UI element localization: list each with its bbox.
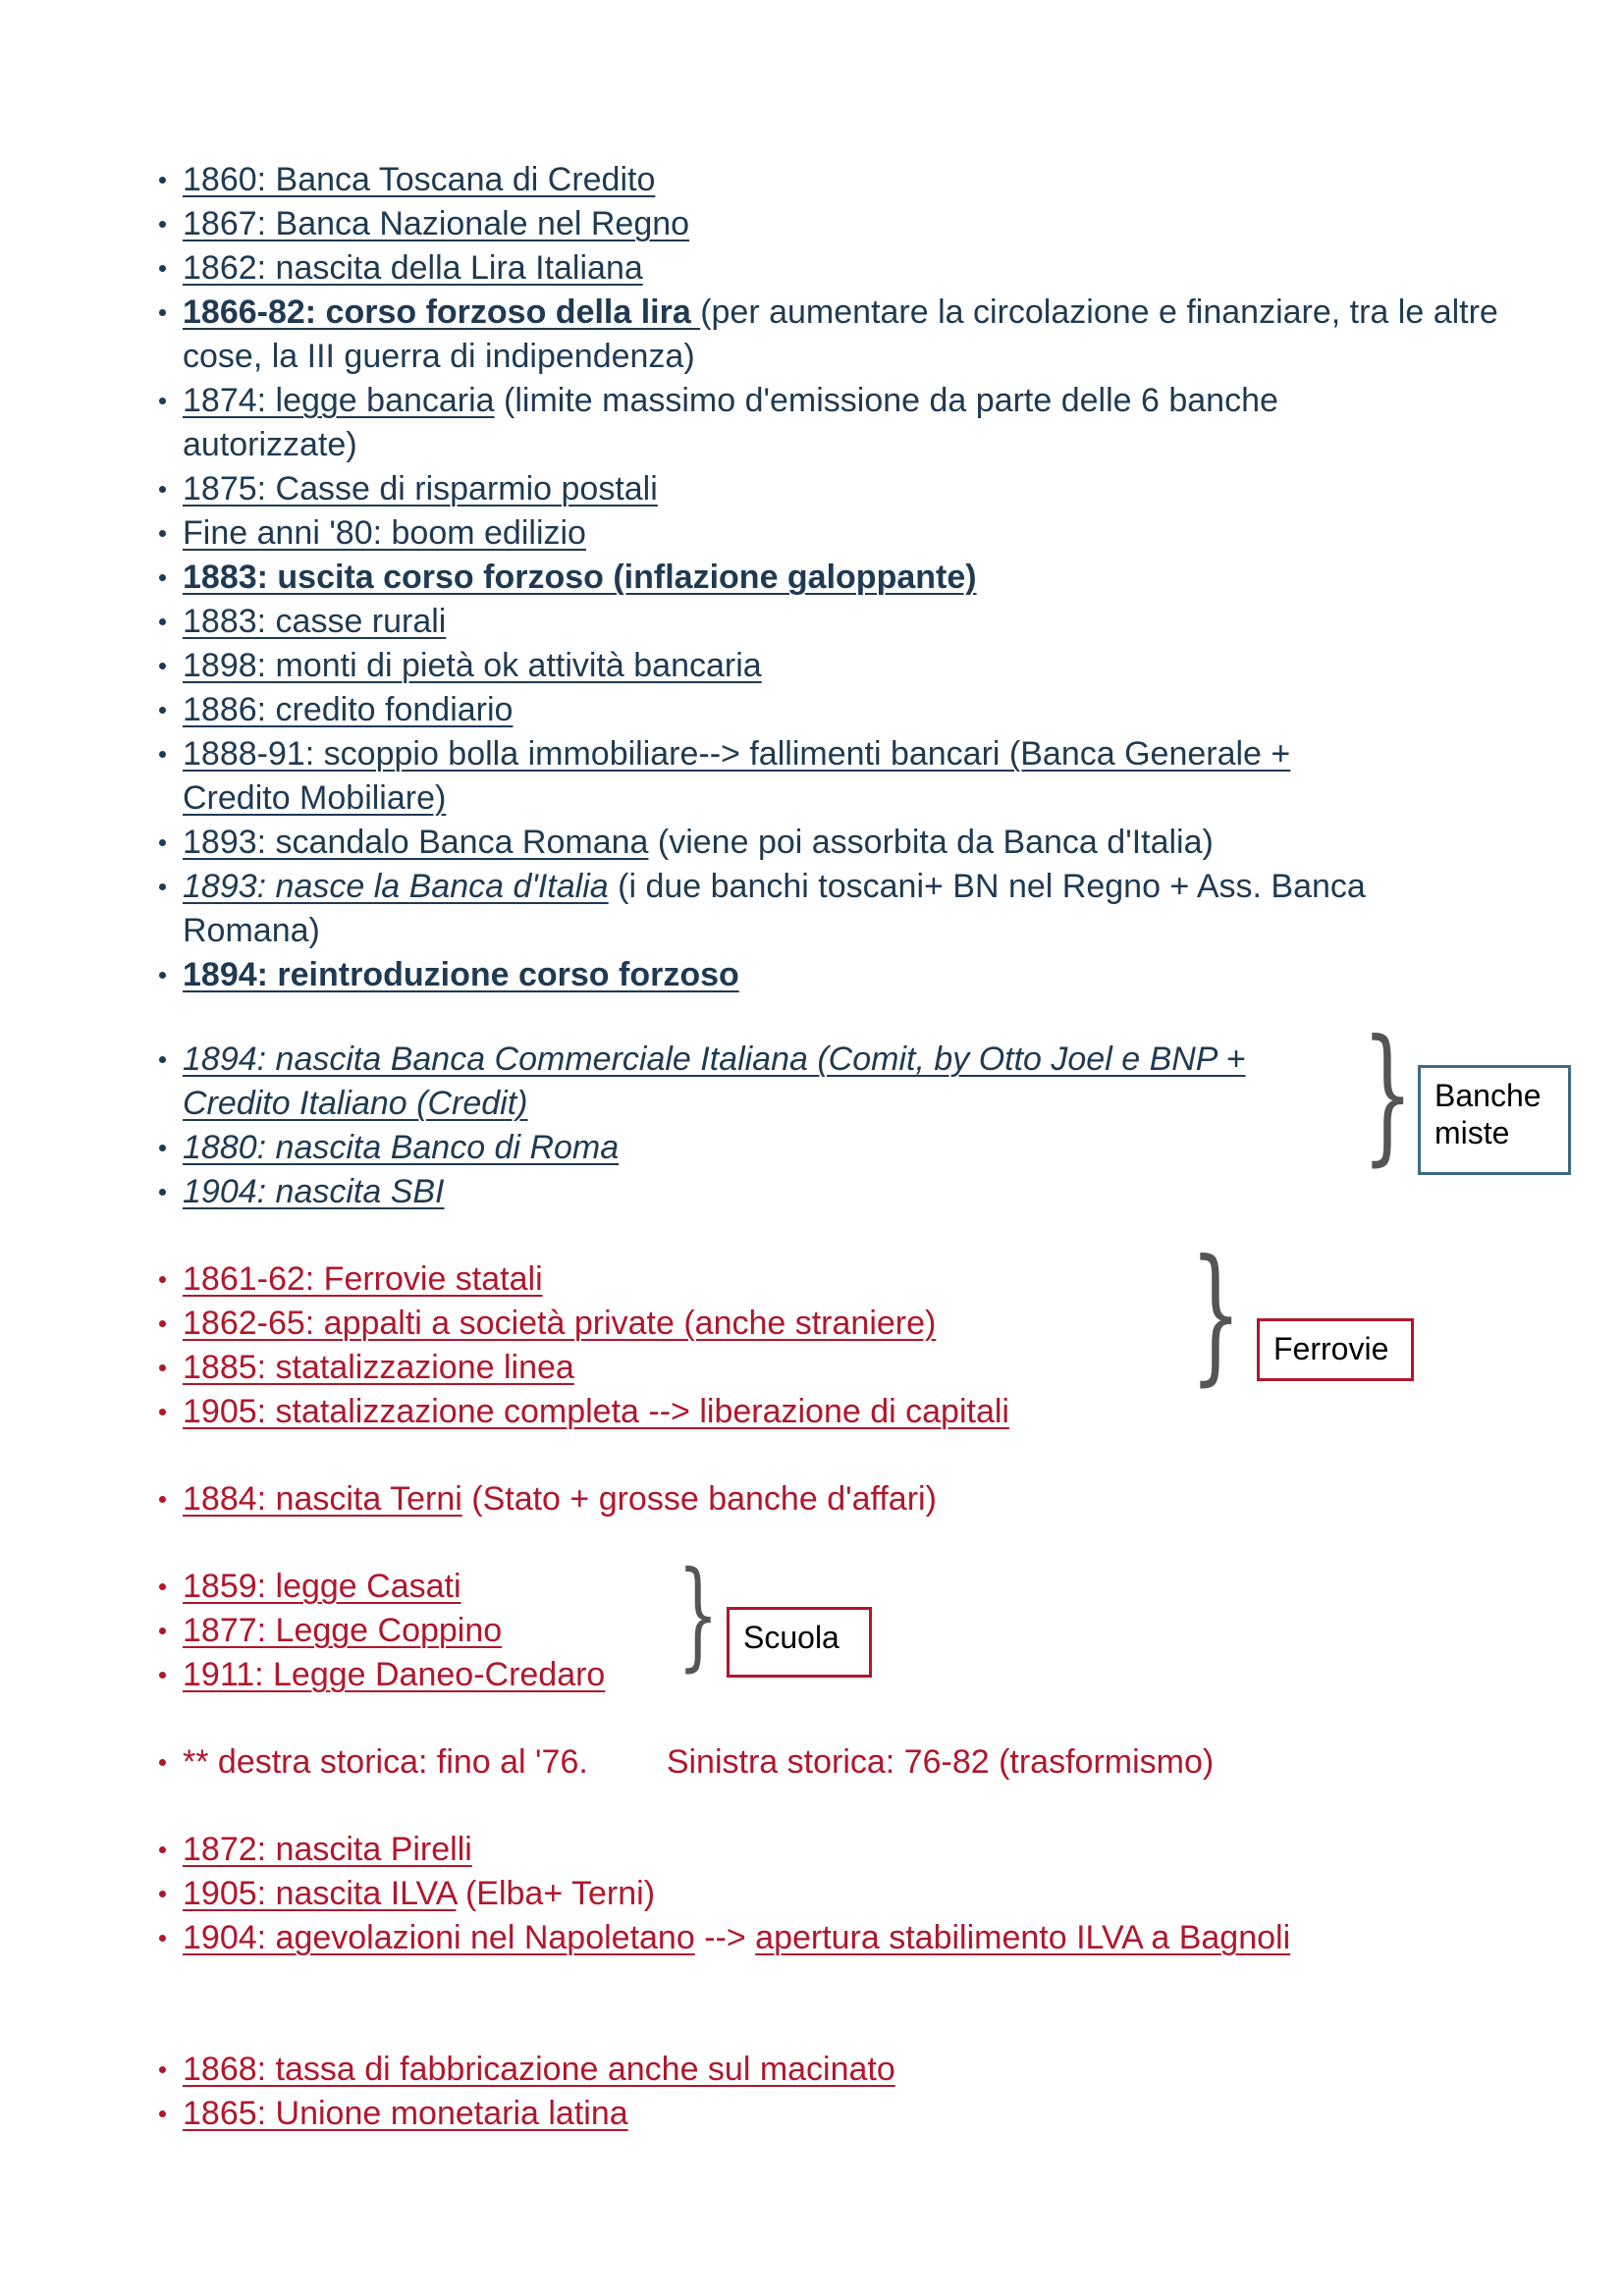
item-link[interactable]: 1875: Casse di risparmio postali (183, 470, 658, 507)
list-item (183, 1740, 1498, 1785)
list-item (183, 1390, 1498, 1434)
item-note: (i due banchi toscani+ BN nel Regno + Ass. Banca Romana) (183, 868, 1366, 949)
item-link[interactable]: 1867: Banca Nazionale nel Regno (183, 205, 690, 242)
list-item (183, 1126, 1380, 1170)
list-item (183, 1828, 1498, 1872)
item-link[interactable]: Fine anni '80: boom edilizio (183, 514, 586, 552)
brace-banche-miste: } (1362, 1009, 1414, 1180)
list-item (183, 1257, 1498, 1302)
item-link[interactable]: 1894: nascita Banca Commerciale Italiana (Comit, by Otto Joel e BNP + Credito Italiano (Credit) (183, 1041, 1246, 1122)
list-item (183, 1565, 1498, 1609)
item-link[interactable]: 1904: agevolazioni nel Napoletano (183, 1919, 695, 1956)
list-item (183, 688, 1498, 732)
item-link[interactable]: 1862-65: appalti a società private (anche straniere) (183, 1305, 937, 1342)
item-link[interactable]: 1898: monti di pietà ok attività bancaria (183, 647, 762, 684)
item-link[interactable]: 1904: nascita SBI (183, 1173, 445, 1210)
list-item (183, 2092, 1498, 2136)
list-item (183, 467, 1498, 511)
item-link[interactable]: 1866-82: corso forzoso della lira (183, 294, 701, 331)
list-item (183, 732, 1390, 821)
list-item (183, 379, 1361, 467)
item-link[interactable]: 1905: statalizzazione completa --> liberazione di capitali (183, 1393, 1009, 1430)
item-note: (limite massimo d'emissione da parte delle 6 banche autorizzate) (183, 382, 1278, 463)
item-link[interactable]: 1860: Banca Toscana di Credito (183, 161, 656, 198)
item-note: --> (694, 1919, 756, 1956)
label-ferrovie: Ferrovie (1257, 1318, 1414, 1381)
list-item (183, 2048, 1498, 2092)
list-item (183, 158, 1498, 202)
brace-scuola: } (677, 1547, 719, 1683)
item-note: (viene poi assorbita da Banca d'Italia) (648, 824, 1214, 861)
list-item (183, 1038, 1361, 1126)
brace-ferrovie: } (1190, 1229, 1242, 1400)
item-link[interactable]: 1883: casse rurali (183, 603, 447, 640)
list-item (183, 246, 1498, 291)
item-note: (per aumentare la circolazione e finanziare, tra le altre cose, la III guerra di indipendenza) (183, 294, 1498, 375)
list-item (183, 556, 1498, 600)
item-note-2: Sinistra storica: 76-82 (trasformismo) (666, 1743, 1215, 1781)
terni-list (183, 1477, 1498, 1522)
item-link[interactable]: 1893: nasce la Banca d'Italia (183, 868, 609, 905)
list-item (183, 644, 1498, 688)
list-item (183, 1170, 1380, 1214)
item-link-2[interactable]: apertura stabilimento ILVA a Bagnoli (755, 1919, 1291, 1956)
destra-sinistra-list (183, 1740, 1498, 1785)
item-link[interactable]: 1905: nascita ILVA (183, 1875, 457, 1912)
item-link[interactable]: 1861-62: Ferrovie statali (183, 1260, 543, 1298)
banking-timeline-list (183, 158, 1498, 997)
list-item (183, 1872, 1498, 1916)
list-item (183, 1916, 1498, 1960)
item-link[interactable]: 1862: nascita della Lira Italiana (183, 249, 643, 287)
item-link[interactable]: 1884: nascita Terni (183, 1480, 462, 1518)
industria-list (183, 1828, 1498, 1960)
item-link[interactable]: 1874: legge bancaria (183, 382, 495, 419)
item-link[interactable]: 1872: nascita Pirelli (183, 1831, 472, 1868)
label-scuola: Scuola (727, 1607, 872, 1678)
item-link[interactable]: 1911: Legge Daneo-Credaro (183, 1656, 606, 1693)
item-note: ** destra storica: fino al '76. (183, 1743, 588, 1781)
item-link[interactable]: 1865: Unione monetaria latina (183, 2095, 628, 2132)
item-link[interactable]: 1883: uscita corso forzoso (inflazione galoppante) (183, 559, 977, 596)
label-banche-miste: Banche miste (1418, 1065, 1571, 1175)
list-item (183, 865, 1469, 953)
item-link[interactable]: 1888-91: scoppio bolla immobiliare--> fallimenti bancari (Banca Generale + Credito Mobiliare) (183, 735, 1291, 817)
item-link[interactable]: 1877: Legge Coppino (183, 1612, 503, 1649)
item-note: (Stato + grosse banche d'affari) (461, 1480, 937, 1518)
item-note: (Elba+ Terni) (456, 1875, 656, 1912)
list-item (183, 1477, 1498, 1522)
finanza-list (183, 2048, 1498, 2136)
item-link[interactable]: 1886: credito fondiario (183, 691, 514, 728)
item-link[interactable]: 1868: tassa di fabbricazione anche sul macinato (183, 2051, 895, 2088)
item-link[interactable]: 1859: legge Casati (183, 1568, 461, 1605)
list-item (183, 291, 1498, 379)
item-link[interactable]: 1885: statalizzazione linea (183, 1349, 574, 1386)
list-item (183, 511, 1498, 556)
list-item (183, 821, 1498, 865)
item-link[interactable]: 1893: scandalo Banca Romana (183, 824, 649, 861)
list-item (183, 953, 1498, 997)
item-link[interactable]: 1894: reintroduzione corso forzoso (183, 956, 739, 993)
list-item (183, 202, 1498, 246)
banche-miste-list (183, 1038, 1380, 1214)
list-item (183, 600, 1498, 644)
item-link[interactable]: 1880: nascita Banco di Roma (183, 1129, 620, 1166)
